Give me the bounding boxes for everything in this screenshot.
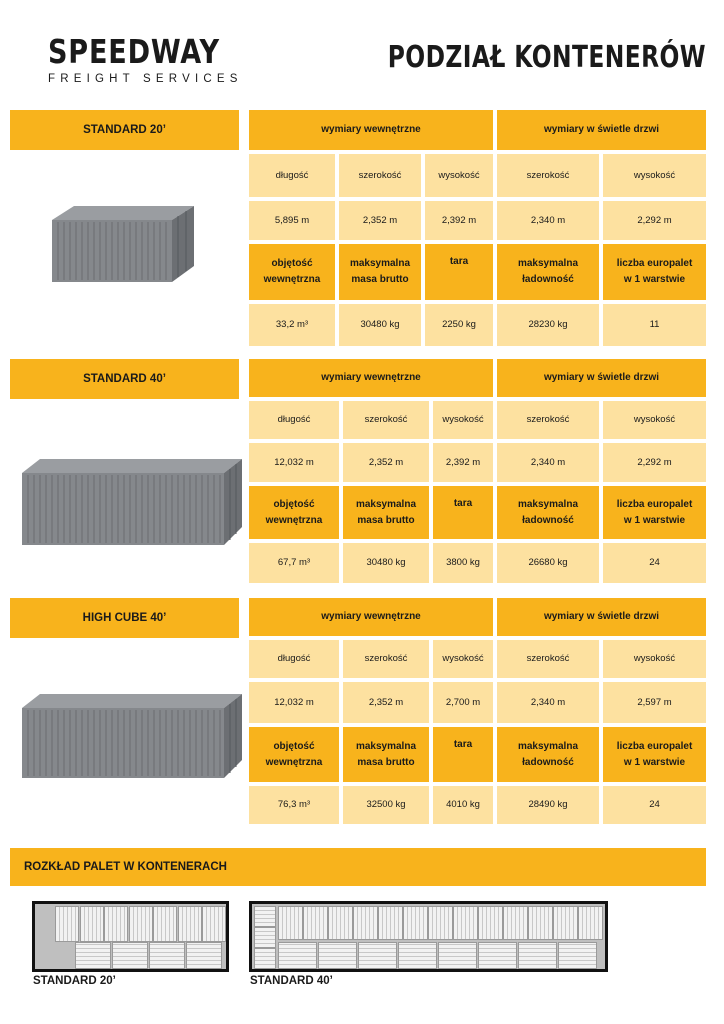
pallet bbox=[318, 942, 357, 969]
pallet bbox=[378, 906, 403, 940]
door-dimensions-header: wymiary w świetle drzwi bbox=[497, 359, 706, 397]
label-height: wysokość bbox=[425, 154, 493, 197]
label-tare: tara bbox=[425, 244, 493, 300]
pallet bbox=[438, 942, 477, 969]
label-width: szerokość bbox=[343, 640, 429, 678]
label-door-width: szerokość bbox=[497, 154, 599, 197]
label-door-width: szerokość bbox=[497, 401, 599, 439]
value-height: 2,392 m bbox=[425, 201, 493, 240]
pallet bbox=[553, 906, 578, 940]
value-length: 5,895 m bbox=[249, 201, 335, 240]
label-europallets: liczba europalet w 1 warstwie bbox=[603, 244, 706, 300]
inner-dimensions-header: wymiary wewnętrzne bbox=[249, 110, 493, 150]
container-section-standard-20 bbox=[10, 110, 706, 346]
label-max-payload: maksymalna ładowność bbox=[497, 727, 599, 782]
label-length: długość bbox=[249, 401, 339, 439]
label-tare: tara bbox=[433, 486, 493, 539]
pallet-plan-standard-20 bbox=[32, 901, 229, 972]
value-door-width: 2,340 m bbox=[497, 682, 599, 723]
value-max-gross: 30480 kg bbox=[343, 543, 429, 583]
value-door-height: 2,597 m bbox=[603, 682, 706, 723]
section-title: STANDARD 40’ bbox=[10, 359, 239, 399]
container-section-standard-40 bbox=[10, 359, 706, 583]
label-max-gross: maksymalna masa brutto bbox=[343, 486, 429, 539]
container-section-high-cube-40 bbox=[10, 598, 706, 824]
pallet bbox=[478, 906, 503, 940]
pallet bbox=[303, 906, 328, 940]
label-max-payload: maksymalna ładowność bbox=[497, 244, 599, 300]
pallet-layout-header: ROZKŁAD PALET W KONTENERACH bbox=[10, 848, 706, 886]
pallet bbox=[478, 942, 517, 969]
label-door-height: wysokość bbox=[603, 401, 706, 439]
label-door-height: wysokość bbox=[603, 640, 706, 678]
pallet-plan-standard-40 bbox=[249, 901, 608, 972]
pallet bbox=[104, 906, 128, 942]
value-height: 2,392 m bbox=[433, 443, 493, 482]
value-volume: 33,2 m³ bbox=[249, 304, 335, 346]
container-40ft-image bbox=[18, 453, 246, 549]
pallet bbox=[278, 906, 303, 940]
brand-subtitle: FREIGHT SERVICES bbox=[48, 73, 243, 85]
pallet bbox=[129, 906, 153, 942]
pallet bbox=[528, 906, 553, 940]
door-dimensions-header: wymiary w świetle drzwi bbox=[497, 598, 706, 636]
value-length: 12,032 m bbox=[249, 443, 339, 482]
pallet bbox=[186, 942, 222, 969]
label-length: długość bbox=[249, 640, 339, 678]
value-tare: 3800 kg bbox=[433, 543, 493, 583]
label-europallets: liczba europalet w 1 warstwie bbox=[603, 727, 706, 782]
pallet bbox=[75, 942, 111, 969]
value-width: 2,352 m bbox=[343, 682, 429, 723]
value-max-payload: 28490 kg bbox=[497, 786, 599, 824]
value-width: 2,352 m bbox=[339, 201, 421, 240]
pallet bbox=[353, 906, 378, 940]
value-width: 2,352 m bbox=[343, 443, 429, 482]
label-door-width: szerokość bbox=[497, 640, 599, 678]
inner-dimensions-header: wymiary wewnętrzne bbox=[249, 359, 493, 397]
value-door-height: 2,292 m bbox=[603, 201, 706, 240]
section-title: STANDARD 20’ bbox=[10, 110, 239, 150]
pallet bbox=[80, 906, 104, 942]
pallet bbox=[328, 906, 353, 940]
label-height: wysokość bbox=[433, 401, 493, 439]
container-high-cube-image bbox=[18, 690, 246, 782]
pallet bbox=[153, 906, 177, 942]
label-max-gross: maksymalna masa brutto bbox=[339, 244, 421, 300]
value-europallets: 24 bbox=[603, 786, 706, 824]
value-height: 2,700 m bbox=[433, 682, 493, 723]
label-door-height: wysokość bbox=[603, 154, 706, 197]
pallet bbox=[55, 906, 79, 942]
value-max-payload: 28230 kg bbox=[497, 304, 599, 346]
value-max-payload: 26680 kg bbox=[497, 543, 599, 583]
label-tare: tara bbox=[433, 727, 493, 782]
label-width: szerokość bbox=[343, 401, 429, 439]
label-max-payload: maksymalna ładowność bbox=[497, 486, 599, 539]
value-europallets: 11 bbox=[603, 304, 706, 346]
pallet-plan-label-40: STANDARD 40’ bbox=[250, 975, 333, 987]
value-door-width: 2,340 m bbox=[497, 443, 599, 482]
pallet bbox=[518, 942, 557, 969]
brand-logo bbox=[48, 34, 258, 85]
pallet bbox=[558, 942, 597, 969]
value-tare: 2250 kg bbox=[425, 304, 493, 346]
pallet-plan-label-20: STANDARD 20’ bbox=[33, 975, 116, 987]
value-europallets: 24 bbox=[603, 543, 706, 583]
pallet bbox=[112, 942, 148, 969]
inner-dimensions-header: wymiary wewnętrzne bbox=[249, 598, 493, 636]
pallet bbox=[254, 927, 276, 948]
value-door-height: 2,292 m bbox=[603, 443, 706, 482]
value-max-gross: 30480 kg bbox=[339, 304, 421, 346]
value-length: 12,032 m bbox=[249, 682, 339, 723]
value-tare: 4010 kg bbox=[433, 786, 493, 824]
brand-name: SPEEDWAY bbox=[48, 32, 220, 71]
page-title: PODZIAŁ KONTENERÓW bbox=[387, 40, 706, 75]
pallet bbox=[149, 942, 185, 969]
label-width: szerokość bbox=[339, 154, 421, 197]
container-20ft-image bbox=[48, 202, 198, 286]
pallet bbox=[503, 906, 528, 940]
pallet bbox=[278, 942, 317, 969]
label-max-gross: maksymalna masa brutto bbox=[343, 727, 429, 782]
pallet bbox=[202, 906, 226, 942]
pallet bbox=[403, 906, 428, 940]
value-volume: 76,3 m³ bbox=[249, 786, 339, 824]
pallet bbox=[254, 948, 276, 969]
value-max-gross: 32500 kg bbox=[343, 786, 429, 824]
label-volume: objętość wewnętrzna bbox=[249, 727, 339, 782]
pallet bbox=[428, 906, 453, 940]
pallet bbox=[178, 906, 202, 942]
pallet bbox=[453, 906, 478, 940]
pallet bbox=[398, 942, 437, 969]
section-title: HIGH CUBE 40’ bbox=[10, 598, 239, 638]
label-volume: objętość wewnętrzna bbox=[249, 486, 339, 539]
value-door-width: 2,340 m bbox=[497, 201, 599, 240]
pallet bbox=[358, 942, 397, 969]
label-europallets: liczba europalet w 1 warstwie bbox=[603, 486, 706, 539]
pallet bbox=[254, 906, 276, 927]
label-height: wysokość bbox=[433, 640, 493, 678]
door-dimensions-header: wymiary w świetle drzwi bbox=[497, 110, 706, 150]
label-length: długość bbox=[249, 154, 335, 197]
pallet bbox=[578, 906, 603, 940]
value-volume: 67,7 m³ bbox=[249, 543, 339, 583]
label-volume: objętość wewnętrzna bbox=[249, 244, 335, 300]
